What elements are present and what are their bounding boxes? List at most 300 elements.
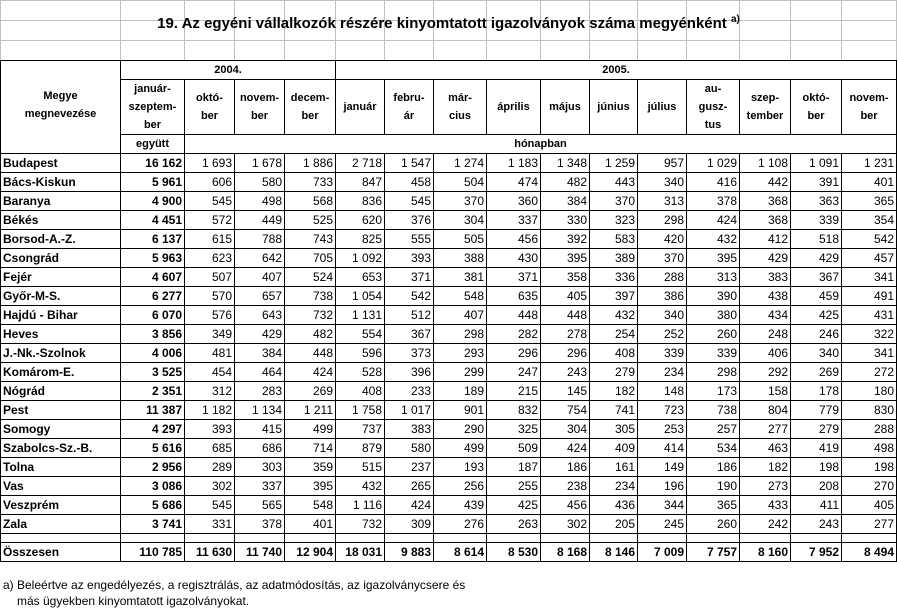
county-name: Vas (1, 477, 121, 496)
county-name: Győr-M-S. (1, 287, 121, 306)
value-cell: 438 (740, 287, 791, 306)
value-cell: 368 (740, 211, 791, 230)
value-cell: 290 (434, 420, 487, 439)
value-cell: 474 (487, 173, 541, 192)
value-cell: 1 091 (791, 154, 842, 173)
value-cell: 393 (185, 420, 235, 439)
value-cell: 395 (687, 249, 740, 268)
value-cell: 743 (285, 230, 336, 249)
empty-cell (541, 534, 590, 543)
value-cell: 367 (791, 268, 842, 287)
value-cell: 337 (235, 477, 285, 496)
table-row (1, 249, 897, 268)
value-cell: 1 211 (285, 401, 336, 420)
value-cell: 302 (541, 515, 590, 534)
value-cell: 525 (285, 211, 336, 230)
value-cell: 580 (235, 173, 285, 192)
county-name: Nógrád (1, 382, 121, 401)
value-cell: 416 (687, 173, 740, 192)
county-name: Baranya (1, 192, 121, 211)
value-cell: 392 (541, 230, 590, 249)
value-cell: 339 (687, 344, 740, 363)
value-cell: 518 (791, 230, 842, 249)
header-text: ber (807, 110, 825, 122)
value-cell: 534 (687, 439, 740, 458)
value-cell: 545 (185, 192, 235, 211)
value-cell: 161 (590, 458, 638, 477)
empty-cell (285, 534, 336, 543)
value-cell: 234 (590, 477, 638, 496)
value-cell: 1 231 (842, 154, 897, 173)
value-cell: 260 (687, 515, 740, 534)
value-cell: 257 (687, 420, 740, 439)
value-cell: 832 (487, 401, 541, 420)
table-row (1, 344, 897, 363)
value-cell: 499 (285, 420, 336, 439)
table-row (1, 268, 897, 287)
value-cell: 253 (638, 420, 687, 439)
value-cell: 6 277 (121, 287, 185, 306)
empty-cell (1, 534, 121, 543)
value-cell: 238 (541, 477, 590, 496)
value-cell: 524 (285, 268, 336, 287)
value-cell: 407 (434, 306, 487, 325)
value-cell: 425 (487, 496, 541, 515)
total-row (1, 543, 897, 562)
month-header (487, 80, 541, 135)
value-cell: 384 (541, 192, 590, 211)
value-cell: 570 (185, 287, 235, 306)
county-name: Zala (1, 515, 121, 534)
header-text: már- (448, 92, 472, 104)
value-cell: 298 (687, 363, 740, 382)
value-cell: 340 (638, 306, 687, 325)
value-cell: 443 (590, 173, 638, 192)
value-cell: 643 (235, 306, 285, 325)
value-cell: 596 (336, 344, 385, 363)
value-cell: 576 (185, 306, 235, 325)
value-cell: 434 (740, 306, 791, 325)
value-cell: 448 (487, 306, 541, 325)
value-cell: 340 (638, 173, 687, 192)
value-cell: 373 (385, 344, 434, 363)
value-cell: 439 (434, 496, 487, 515)
value-cell: 788 (235, 230, 285, 249)
value-cell: 193 (434, 458, 487, 477)
table-row (1, 363, 897, 382)
month-header (285, 80, 336, 135)
value-cell: 269 (285, 382, 336, 401)
header-text: január (343, 101, 377, 113)
value-cell: 370 (590, 192, 638, 211)
header-text: ber (301, 110, 319, 122)
total-value: 110 785 (121, 543, 185, 562)
county-name: Fejér (1, 268, 121, 287)
table-row (1, 515, 897, 534)
value-cell: 464 (235, 363, 285, 382)
footnote-line-2: más ügyekben kinyomtatott igazolványokat. (17, 594, 250, 608)
total-value: 8 146 (590, 543, 638, 562)
county-name: Borsod-A.-Z. (1, 230, 121, 249)
table-row (1, 496, 897, 515)
value-cell: 237 (385, 458, 434, 477)
value-cell: 182 (590, 382, 638, 401)
value-cell: 245 (638, 515, 687, 534)
county-name: Komárom-E. (1, 363, 121, 382)
value-cell: 481 (185, 344, 235, 363)
table-row (1, 382, 897, 401)
value-cell: 733 (285, 173, 336, 192)
table-row (1, 420, 897, 439)
value-cell: 738 (285, 287, 336, 306)
value-cell: 187 (487, 458, 541, 477)
value-cell: 378 (687, 192, 740, 211)
value-cell: 243 (791, 515, 842, 534)
value-cell: 3 856 (121, 325, 185, 344)
month-header (185, 80, 235, 135)
value-cell: 1 886 (285, 154, 336, 173)
value-cell: 5 963 (121, 249, 185, 268)
value-cell: 623 (185, 249, 235, 268)
value-cell: 657 (235, 287, 285, 306)
value-cell: 401 (842, 173, 897, 192)
value-cell: 879 (336, 439, 385, 458)
county-name: Somogy (1, 420, 121, 439)
value-cell: 545 (385, 192, 434, 211)
month-header (541, 80, 590, 135)
value-cell: 370 (434, 192, 487, 211)
total-value: 8 494 (842, 543, 897, 562)
value-cell: 298 (638, 211, 687, 230)
value-cell: 5 961 (121, 173, 185, 192)
value-cell: 4 006 (121, 344, 185, 363)
value-cell: 1 134 (235, 401, 285, 420)
value-cell: 449 (235, 211, 285, 230)
header-text: szeptem- (128, 101, 177, 113)
value-cell: 330 (541, 211, 590, 230)
value-cell: 509 (487, 439, 541, 458)
value-cell: 4 451 (121, 211, 185, 230)
county-header-line-2: megnevezése (24, 108, 97, 120)
value-cell: 376 (385, 211, 434, 230)
value-cell: 738 (687, 401, 740, 420)
value-cell: 289 (185, 458, 235, 477)
page-title: 19. Az egyéni vállalkozók részére kinyomtatott igazolványok száma megyénként $^{a)}$ (157, 14, 740, 32)
value-cell: 454 (185, 363, 235, 382)
value-cell: 408 (336, 382, 385, 401)
value-cell: 482 (541, 173, 590, 192)
month-header (336, 80, 385, 135)
table-row (1, 192, 897, 211)
value-cell: 565 (235, 496, 285, 515)
value-cell: 620 (336, 211, 385, 230)
value-cell: 505 (434, 230, 487, 249)
month-header (235, 80, 285, 135)
value-cell: 341 (842, 268, 897, 287)
month-header (638, 80, 687, 135)
total-value: 11 630 (185, 543, 235, 562)
value-cell: 754 (541, 401, 590, 420)
value-cell: 583 (590, 230, 638, 249)
value-cell: 548 (434, 287, 487, 306)
value-cell: 433 (740, 496, 791, 515)
value-cell: 1 131 (336, 306, 385, 325)
value-cell: 1 348 (541, 154, 590, 173)
value-cell: 304 (434, 211, 487, 230)
value-cell: 371 (385, 268, 434, 287)
county-name: Heves (1, 325, 121, 344)
table-row (1, 458, 897, 477)
value-cell: 414 (638, 439, 687, 458)
value-cell: 4 900 (121, 192, 185, 211)
value-cell: 173 (687, 382, 740, 401)
value-cell: 272 (842, 363, 897, 382)
value-cell: 432 (336, 477, 385, 496)
total-value: 8 168 (541, 543, 590, 562)
empty-cell (235, 534, 285, 543)
month-header (687, 80, 740, 135)
value-cell: 260 (687, 325, 740, 344)
value-cell: 456 (541, 496, 590, 515)
value-cell: 337 (487, 211, 541, 230)
header-text: febru- (393, 92, 425, 104)
value-cell: 482 (285, 325, 336, 344)
header-text: tus (704, 119, 722, 131)
value-cell: 304 (541, 420, 590, 439)
value-cell: 215 (487, 382, 541, 401)
value-cell: 354 (842, 211, 897, 230)
value-cell: 5 616 (121, 439, 185, 458)
value-cell: 606 (185, 173, 235, 192)
value-cell: 424 (687, 211, 740, 230)
value-cell: 555 (385, 230, 434, 249)
table-row (1, 325, 897, 344)
value-cell: 705 (285, 249, 336, 268)
value-cell: 459 (791, 287, 842, 306)
value-cell: 6 137 (121, 230, 185, 249)
value-cell: 457 (842, 249, 897, 268)
value-cell: 248 (740, 325, 791, 344)
empty-cell (487, 534, 541, 543)
value-cell: 732 (336, 515, 385, 534)
value-cell: 359 (285, 458, 336, 477)
value-cell: 554 (336, 325, 385, 344)
value-cell: 180 (842, 382, 897, 401)
value-cell: 830 (842, 401, 897, 420)
value-cell: 384 (235, 344, 285, 363)
value-cell: 323 (590, 211, 638, 230)
value-cell: 504 (434, 173, 487, 192)
value-cell: 6 070 (121, 306, 185, 325)
value-cell: 303 (235, 458, 285, 477)
header-text: január- (134, 83, 171, 95)
value-cell: 429 (740, 249, 791, 268)
county-name: Hajdú - Bihar (1, 306, 121, 325)
value-cell: 270 (842, 477, 897, 496)
value-cell: 901 (434, 401, 487, 420)
value-cell: 265 (385, 477, 434, 496)
county-name: Pest (1, 401, 121, 420)
value-cell: 383 (385, 420, 434, 439)
value-cell: 339 (791, 211, 842, 230)
value-cell: 336 (590, 268, 638, 287)
value-cell: 1 116 (336, 496, 385, 515)
value-cell: 545 (185, 496, 235, 515)
value-cell: 1 017 (385, 401, 434, 420)
value-cell: 386 (638, 287, 687, 306)
value-cell: 723 (638, 401, 687, 420)
value-cell: 278 (541, 325, 590, 344)
value-cell: 836 (336, 192, 385, 211)
county-name: Békés (1, 211, 121, 230)
value-cell: 371 (487, 268, 541, 287)
table-row (1, 287, 897, 306)
value-cell: 1 274 (434, 154, 487, 173)
value-cell: 714 (285, 439, 336, 458)
header-text: ber (250, 110, 269, 122)
value-cell: 642 (235, 249, 285, 268)
value-cell: 448 (285, 344, 336, 363)
value-cell: 491 (842, 287, 897, 306)
value-cell: 458 (385, 173, 434, 192)
value-cell: 198 (842, 458, 897, 477)
value-cell: 339 (638, 344, 687, 363)
value-cell: 255 (487, 477, 541, 496)
value-cell: 498 (235, 192, 285, 211)
value-cell: 542 (842, 230, 897, 249)
total-value: 7 009 (638, 543, 687, 562)
empty-cell (385, 534, 434, 543)
value-cell: 635 (487, 287, 541, 306)
value-cell: 542 (385, 287, 434, 306)
value-cell: 407 (235, 268, 285, 287)
value-cell: 292 (740, 363, 791, 382)
value-cell: 288 (842, 420, 897, 439)
value-cell: 288 (638, 268, 687, 287)
value-cell: 208 (791, 477, 842, 496)
value-cell: 388 (434, 249, 487, 268)
total-value: 12 904 (285, 543, 336, 562)
value-cell: 847 (336, 173, 385, 192)
value-cell: 4 607 (121, 268, 185, 287)
value-cell: 312 (185, 382, 235, 401)
value-cell: 277 (842, 515, 897, 534)
value-cell: 389 (590, 249, 638, 268)
value-cell: 331 (185, 515, 235, 534)
month-header (434, 80, 487, 135)
county-name: Veszprém (1, 496, 121, 515)
value-cell: 254 (590, 325, 638, 344)
value-cell: 3 086 (121, 477, 185, 496)
empty-cell (185, 534, 235, 543)
value-cell: 431 (842, 306, 897, 325)
value-cell: 2 956 (121, 458, 185, 477)
value-cell: 425 (791, 306, 842, 325)
value-cell: 1 758 (336, 401, 385, 420)
value-cell: 1 029 (687, 154, 740, 173)
table-row (1, 211, 897, 230)
total-value: 18 031 (336, 543, 385, 562)
value-cell: 412 (740, 230, 791, 249)
empty-cell (336, 534, 385, 543)
value-cell: 396 (385, 363, 434, 382)
value-cell: 189 (434, 382, 487, 401)
value-cell: 365 (842, 192, 897, 211)
value-cell: 498 (842, 439, 897, 458)
value-cell: 1 693 (185, 154, 235, 173)
value-cell: 198 (791, 458, 842, 477)
value-cell: 313 (638, 192, 687, 211)
value-cell: 393 (385, 249, 434, 268)
value-cell: 296 (487, 344, 541, 363)
total-value: 9 883 (385, 543, 434, 562)
value-cell: 190 (687, 477, 740, 496)
empty-cell (842, 534, 897, 543)
value-cell: 397 (590, 287, 638, 306)
value-cell: 391 (791, 173, 842, 192)
value-cell: 528 (336, 363, 385, 382)
value-cell: 408 (590, 344, 638, 363)
value-cell: 411 (791, 496, 842, 515)
value-cell: 277 (740, 420, 791, 439)
county-header-line-1: Megye (43, 90, 78, 102)
county-name: Bács-Kiskun (1, 173, 121, 192)
value-cell: 243 (541, 363, 590, 382)
value-cell: 322 (842, 325, 897, 344)
header-text: gusz- (698, 101, 728, 113)
value-cell: 957 (638, 154, 687, 173)
value-cell: 580 (385, 439, 434, 458)
empty-cell (121, 534, 185, 543)
value-cell: 344 (638, 496, 687, 515)
value-cell: 442 (740, 173, 791, 192)
value-cell: 732 (285, 306, 336, 325)
year-2004-header: 2004. (121, 61, 336, 80)
value-cell: 145 (541, 382, 590, 401)
value-cell: 276 (434, 515, 487, 534)
value-cell: 2 718 (336, 154, 385, 173)
value-cell: 186 (541, 458, 590, 477)
value-cell: 11 387 (121, 401, 185, 420)
value-cell: 367 (385, 325, 434, 344)
value-cell: 158 (740, 382, 791, 401)
value-cell: 182 (740, 458, 791, 477)
header-text: novem- (849, 92, 889, 104)
value-cell: 741 (590, 401, 638, 420)
empty-cell (434, 534, 487, 543)
value-cell: 448 (541, 306, 590, 325)
header-text: decem- (290, 92, 330, 104)
value-cell: 178 (791, 382, 842, 401)
value-cell: 1 547 (385, 154, 434, 173)
value-cell: 365 (687, 496, 740, 515)
value-cell: 1 183 (487, 154, 541, 173)
value-cell: 293 (434, 344, 487, 363)
total-value: 7 757 (687, 543, 740, 562)
value-cell: 16 162 (121, 154, 185, 173)
value-cell: 432 (687, 230, 740, 249)
header-text: szep- (750, 92, 780, 104)
value-cell: 234 (638, 363, 687, 382)
value-cell: 256 (434, 477, 487, 496)
county-name: Szabolcs-Sz.-B. (1, 439, 121, 458)
value-cell: 370 (638, 249, 687, 268)
county-name: Tolna (1, 458, 121, 477)
footnote-line-1: a) Beleértve az engedélyezés, a regisztrálás, az adatmódosítás, az igazolványcsere és (3, 578, 466, 592)
value-cell: 360 (487, 192, 541, 211)
table-row (1, 306, 897, 325)
empty-cell (590, 534, 638, 543)
